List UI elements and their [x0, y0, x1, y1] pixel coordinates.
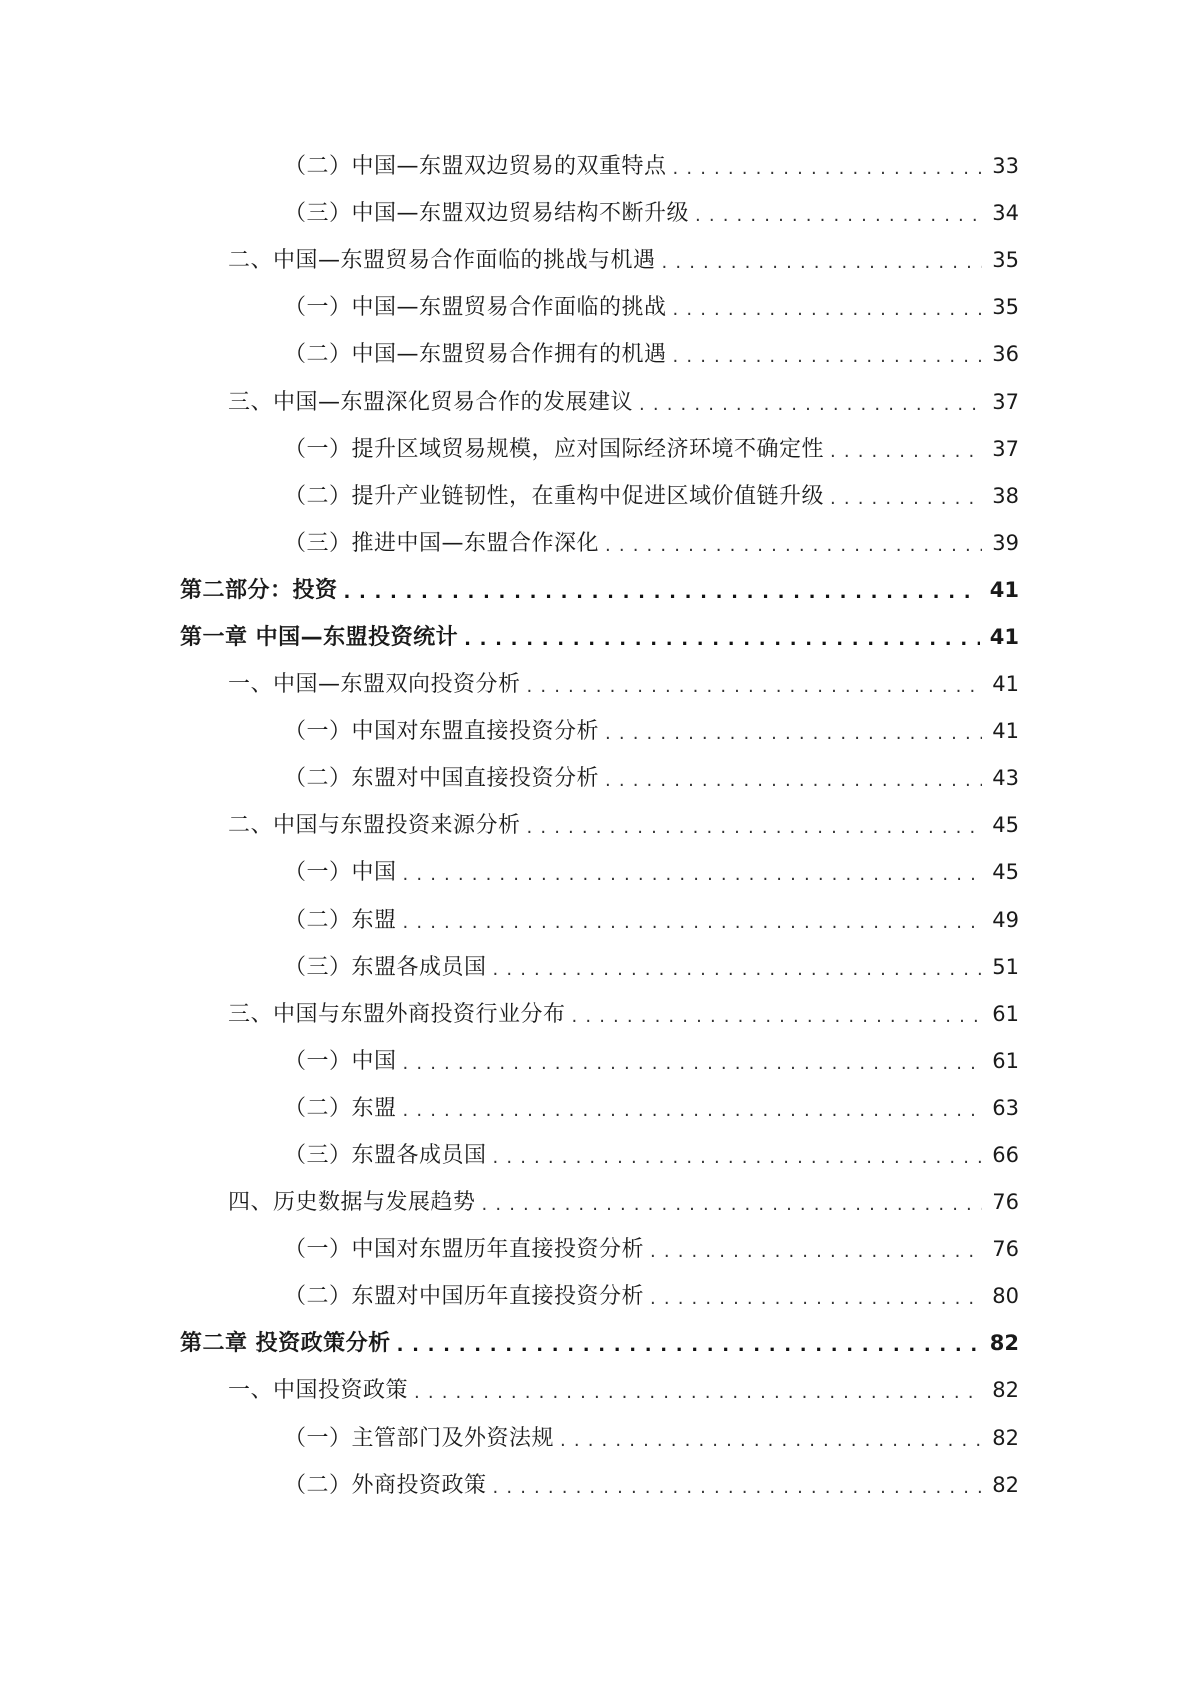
toc-page-number: 82 — [992, 1472, 1019, 1497]
toc-page-number: 37 — [992, 389, 1019, 414]
toc-page-number: 63 — [992, 1095, 1019, 1120]
toc-entry-challenges[interactable] — [0, 284, 1190, 331]
toc-entry-title: （一）中国对东盟历年直接投资分析 — [284, 1237, 645, 1263]
toc-entry-sources-china[interactable] — [0, 849, 1190, 896]
toc-page-number: 41 — [992, 719, 1019, 744]
toc-dot-leader — [464, 614, 980, 661]
toc-page-number: 76 — [992, 1237, 1019, 1262]
toc-entry-title: 第二章 投资政策分析 — [180, 1331, 391, 1357]
toc-entry-opportunities[interactable] — [0, 331, 1190, 378]
toc-entry-title: 三、中国—东盟深化贸易合作的发展建议 — [228, 389, 634, 415]
toc-page-number: 61 — [992, 1048, 1019, 1073]
toc-entry-title: （一）主管部门及外资法规 — [284, 1425, 555, 1451]
toc-dot-leader — [673, 143, 983, 190]
toc-entry-sources-member-states[interactable] — [0, 944, 1190, 991]
toc-entry-authorities-regulations[interactable] — [0, 1415, 1190, 1462]
toc-entry-title: 一、中国投资政策 — [228, 1378, 409, 1404]
toc-entry-title: （二）提升产业链韧性，在重构中促进区域价值链升级 — [284, 483, 825, 509]
toc-entry-chapter-two-policy[interactable] — [0, 1320, 1190, 1367]
toc-dot-leader — [403, 897, 983, 944]
toc-dot-leader — [605, 755, 982, 802]
toc-dot-leader — [639, 379, 982, 426]
toc-entry-title: （三）中国—东盟双边贸易结构不断升级 — [284, 201, 690, 227]
toc-entry-two-way-investment[interactable] — [0, 661, 1190, 708]
table-of-contents — [0, 143, 1190, 1509]
toc-entry-investment-sources[interactable] — [0, 802, 1190, 849]
toc-dot-leader — [493, 1462, 983, 1509]
toc-page-number: 41 — [992, 672, 1019, 697]
toc-dot-leader — [830, 473, 982, 520]
toc-entry-title: 四、历史数据与发展趋势 — [228, 1190, 476, 1216]
toc-entry-title: （三）东盟各成员国 — [284, 954, 487, 980]
toc-entry-title: （二）东盟 — [284, 907, 397, 933]
toc-page-number: 36 — [992, 342, 1019, 367]
toc-entry-title: （一）中国对东盟直接投资分析 — [284, 719, 600, 745]
toc-entry-title: 第一章 中国—东盟投资统计 — [180, 624, 459, 650]
toc-dot-leader — [403, 1038, 983, 1085]
toc-entry-part-two-investment[interactable] — [0, 567, 1190, 614]
toc-page-number: 45 — [992, 860, 1019, 885]
toc-entry-foreign-investment-policy[interactable] — [0, 1462, 1190, 1509]
toc-page-number: 39 — [992, 530, 1019, 555]
toc-page-number: 45 — [992, 813, 1019, 838]
toc-entry-historical-trends[interactable] — [0, 1179, 1190, 1226]
toc-entry-industry-distribution[interactable] — [0, 991, 1190, 1038]
toc-dot-leader — [673, 284, 983, 331]
toc-entry-sources-asean[interactable] — [0, 897, 1190, 944]
toc-entry-industry-member-states[interactable] — [0, 1132, 1190, 1179]
toc-entry-challenges-opportunities[interactable] — [0, 237, 1190, 284]
toc-dot-leader — [403, 849, 983, 896]
toc-entry-deepen-cooperation[interactable] — [0, 520, 1190, 567]
toc-entry-title: 一、中国—东盟双向投资分析 — [228, 672, 521, 698]
toc-entry-title: （二）中国—东盟贸易合作拥有的机遇 — [284, 342, 667, 368]
toc-page-number: 41 — [989, 577, 1019, 602]
toc-page-number: 80 — [992, 1284, 1019, 1309]
toc-entry-title: 三、中国与东盟外商投资行业分布 — [228, 1001, 566, 1027]
toc-dot-leader — [662, 237, 983, 284]
toc-entry-title: （二）中国—东盟双边贸易的双重特点 — [284, 154, 667, 180]
toc-dot-leader — [527, 661, 983, 708]
toc-entry-trade-dual-features[interactable] — [0, 143, 1190, 190]
toc-entry-regional-trade-scale[interactable] — [0, 426, 1190, 473]
toc-entry-industry-china[interactable] — [0, 1038, 1190, 1085]
toc-entry-title: （二）东盟对中国直接投资分析 — [284, 766, 600, 792]
toc-entry-title: 二、中国与东盟投资来源分析 — [228, 813, 521, 839]
toc-page-number: 37 — [992, 436, 1019, 461]
toc-entry-china-investment-policy[interactable] — [0, 1367, 1190, 1414]
toc-dot-leader — [482, 1179, 983, 1226]
toc-dot-leader — [673, 331, 983, 378]
toc-entry-title: （三）推进中国—东盟合作深化 — [284, 530, 600, 556]
toc-entry-title: （二）外商投资政策 — [284, 1472, 487, 1498]
toc-dot-leader — [650, 1273, 982, 1320]
toc-page-number: 35 — [992, 295, 1019, 320]
toc-dot-leader — [605, 708, 982, 755]
toc-entry-development-suggestions[interactable] — [0, 378, 1190, 425]
toc-page-number: 41 — [989, 624, 1019, 649]
toc-entry-title: （二）东盟 — [284, 1095, 397, 1121]
toc-dot-leader — [560, 1415, 982, 1462]
toc-dot-leader — [403, 1085, 983, 1132]
toc-page-number: 51 — [992, 954, 1019, 979]
toc-entry-supply-chain-resilience[interactable] — [0, 473, 1190, 520]
toc-entry-trade-structure-upgrade[interactable] — [0, 190, 1190, 237]
toc-dot-leader — [344, 567, 980, 614]
toc-page-number: 35 — [992, 248, 1019, 273]
toc-page-number: 66 — [992, 1143, 1019, 1168]
toc-page-number: 82 — [989, 1331, 1019, 1356]
toc-dot-leader — [830, 426, 982, 473]
toc-entry-title: 二、中国—东盟贸易合作面临的挑战与机遇 — [228, 248, 656, 274]
toc-dot-leader — [414, 1367, 982, 1414]
toc-page-number: 38 — [992, 483, 1019, 508]
toc-entry-title: （一）提升区域贸易规模，应对国际经济环境不确定性 — [284, 436, 825, 462]
toc-dot-leader — [527, 802, 983, 849]
toc-entry-asean-to-china-fdi[interactable] — [0, 755, 1190, 802]
toc-page-number: 49 — [992, 907, 1019, 932]
toc-entry-title: （一）中国—东盟贸易合作面临的挑战 — [284, 295, 667, 321]
toc-dot-leader — [572, 991, 983, 1038]
toc-page-number: 82 — [992, 1378, 1019, 1403]
toc-entry-title: 第二部分：投资 — [180, 577, 338, 603]
toc-entry-title: （一）中国 — [284, 1048, 397, 1074]
toc-dot-leader — [650, 1226, 982, 1273]
toc-entry-title: （三）东盟各成员国 — [284, 1143, 487, 1169]
toc-entry-title: （二）东盟对中国历年直接投资分析 — [284, 1284, 645, 1310]
toc-dot-leader — [493, 1132, 983, 1179]
toc-dot-leader — [605, 520, 982, 567]
toc-entry-title: （一）中国 — [284, 860, 397, 886]
toc-dot-leader — [493, 944, 983, 991]
toc-page-number: 33 — [992, 154, 1019, 179]
toc-page-number: 76 — [992, 1190, 1019, 1215]
toc-entry-asean-to-china-history[interactable] — [0, 1273, 1190, 1320]
toc-entry-industry-asean[interactable] — [0, 1085, 1190, 1132]
toc-entry-china-to-asean-fdi[interactable] — [0, 708, 1190, 755]
toc-entry-chapter-one-investment-statistics[interactable] — [0, 614, 1190, 661]
toc-page-number: 34 — [992, 201, 1019, 226]
toc-dot-leader — [695, 190, 982, 237]
toc-dot-leader — [397, 1320, 980, 1367]
toc-entry-china-to-asean-history[interactable] — [0, 1226, 1190, 1273]
toc-page-number: 82 — [992, 1425, 1019, 1450]
toc-page-number: 61 — [992, 1001, 1019, 1026]
toc-page-number: 43 — [992, 766, 1019, 791]
